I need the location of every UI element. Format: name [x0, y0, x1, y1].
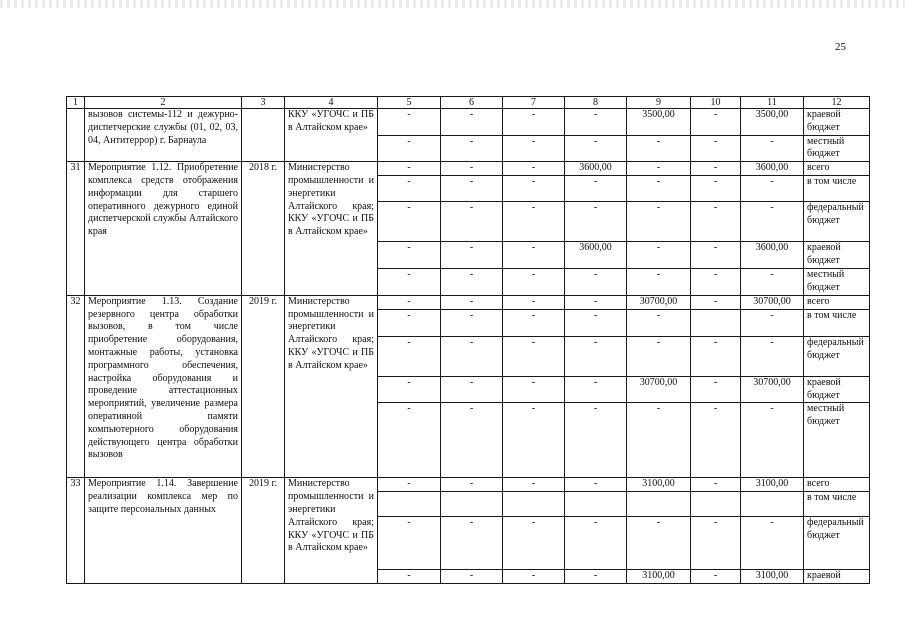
activity-year: 2019 г.: [242, 295, 285, 478]
funding-value: -: [441, 269, 503, 296]
funding-value: -: [565, 176, 627, 202]
funding-value: -: [441, 478, 503, 492]
funding-value: -: [741, 403, 804, 478]
funding-source: всего: [804, 295, 870, 309]
item-number: 33: [67, 478, 85, 584]
activity-description: Мероприятие 1.12. Приобретение комплекса средств отображения информации для старшего оперативного дежурного единой диспетчерской службы Алтайского края: [85, 162, 242, 296]
funding-value: -: [691, 269, 741, 296]
funding-value: [565, 492, 627, 517]
funding-value: -: [741, 176, 804, 202]
funding-source: в том числе: [804, 492, 870, 517]
funding-value: -: [565, 478, 627, 492]
funding-value: -: [691, 295, 741, 309]
funding-value: -: [378, 570, 441, 584]
item-number: [67, 109, 85, 162]
funding-value: -: [441, 570, 503, 584]
funding-value: -: [691, 478, 741, 492]
funding-value: -: [378, 295, 441, 309]
funding-source: местный бюджет: [804, 269, 870, 296]
funding-value: -: [503, 109, 565, 136]
funding-value: -: [378, 176, 441, 202]
funding-value: -: [503, 570, 565, 584]
page-number: 25: [835, 41, 846, 53]
funding-value: -: [503, 176, 565, 202]
funding-value: -: [565, 109, 627, 136]
funding-source: федеральный бюджет: [804, 202, 870, 242]
column-number-row: [67, 97, 870, 109]
funding-source: местный бюджет: [804, 135, 870, 162]
funding-value: -: [691, 376, 741, 403]
funding-value: -: [691, 162, 741, 176]
funding-value: 3600,00: [565, 162, 627, 176]
funding-value: -: [378, 269, 441, 296]
funding-value: -: [565, 295, 627, 309]
funding-value: -: [741, 135, 804, 162]
funding-value: -: [378, 242, 441, 269]
funding-value: -: [378, 309, 441, 336]
funding-value: 30700,00: [627, 376, 691, 403]
activity-description: Мероприятие 1.14. Завершение реализации комплекса мер по защите персональных данных: [85, 478, 242, 584]
funding-value: -: [441, 135, 503, 162]
funding-value: -: [691, 517, 741, 570]
program-activities-table: [66, 96, 870, 584]
funding-value: -: [378, 162, 441, 176]
funding-value: -: [691, 202, 741, 242]
item-number: 32: [67, 295, 85, 478]
funding-value: -: [503, 403, 565, 478]
funding-source: федеральный бюджет: [804, 336, 870, 376]
funding-value: [378, 492, 441, 517]
funding-value: -: [691, 242, 741, 269]
funding-value: -: [441, 162, 503, 176]
activity-year: 2019 г.: [242, 478, 285, 584]
funding-value: -: [741, 202, 804, 242]
funding-value: 3500,00: [741, 109, 804, 136]
table-row: [67, 295, 870, 309]
funding-value: -: [503, 295, 565, 309]
item-number: 31: [67, 162, 85, 296]
funding-value: -: [627, 242, 691, 269]
column-number: 10: [691, 97, 741, 109]
activity-executor: Министерство промышленности и энергетики Алтайского края; ККУ «УГОЧС и ПБ в Алтайском крае»: [285, 478, 378, 584]
table-row: [67, 162, 870, 176]
funding-value: -: [627, 176, 691, 202]
funding-value: -: [565, 309, 627, 336]
funding-value: 3600,00: [741, 242, 804, 269]
column-number: 9: [627, 97, 691, 109]
funding-value: -: [441, 202, 503, 242]
funding-value: -: [441, 376, 503, 403]
funding-value: -: [741, 336, 804, 376]
funding-value: -: [565, 269, 627, 296]
funding-value: -: [741, 309, 804, 336]
funding-value: -: [503, 517, 565, 570]
column-number: 8: [565, 97, 627, 109]
funding-value: -: [565, 403, 627, 478]
funding-value: 3100,00: [627, 478, 691, 492]
funding-value: -: [691, 135, 741, 162]
funding-value: -: [691, 570, 741, 584]
funding-value: -: [627, 309, 691, 336]
funding-source: всего: [804, 162, 870, 176]
funding-value: -: [378, 109, 441, 136]
funding-source: в том числе: [804, 309, 870, 336]
funding-value: -: [378, 336, 441, 376]
funding-value: [691, 492, 741, 517]
funding-value: 3500,00: [627, 109, 691, 136]
funding-value: [441, 492, 503, 517]
table-row: [67, 109, 870, 136]
funding-value: 3600,00: [741, 162, 804, 176]
funding-value: 30700,00: [627, 295, 691, 309]
funding-value: -: [627, 135, 691, 162]
funding-value: -: [627, 162, 691, 176]
funding-value: -: [565, 336, 627, 376]
funding-value: -: [691, 403, 741, 478]
funding-source: краевой бюджет: [804, 109, 870, 136]
funding-value: -: [741, 269, 804, 296]
funding-value: -: [503, 135, 565, 162]
funding-value: -: [691, 109, 741, 136]
table-body: [67, 97, 870, 584]
column-number: 2: [85, 97, 242, 109]
table-row: [67, 478, 870, 492]
funding-value: -: [627, 336, 691, 376]
funding-value: -: [441, 295, 503, 309]
funding-value: -: [378, 376, 441, 403]
funding-value: -: [627, 202, 691, 242]
funding-source: краевой: [804, 570, 870, 584]
funding-value: -: [441, 109, 503, 136]
funding-value: -: [503, 478, 565, 492]
funding-source: краевой бюджет: [804, 376, 870, 403]
funding-value: -: [378, 202, 441, 242]
funding-source: в том числе: [804, 176, 870, 202]
funding-source: местный бюджет: [804, 403, 870, 478]
funding-value: -: [441, 336, 503, 376]
column-number: 12: [804, 97, 870, 109]
funding-value: -: [441, 242, 503, 269]
funding-value: -: [691, 176, 741, 202]
column-number: 11: [741, 97, 804, 109]
funding-value: 3100,00: [627, 570, 691, 584]
funding-value: -: [503, 336, 565, 376]
funding-value: -: [691, 336, 741, 376]
activity-executor: Министерство промышленности и энергетики Алтайского края; ККУ «УГОЧС и ПБ в Алтайском крае»: [285, 162, 378, 296]
funding-value: 3100,00: [741, 570, 804, 584]
column-number: 3: [242, 97, 285, 109]
activity-executor: ККУ «УГОЧС и ПБ в Алтайском крае»: [285, 109, 378, 162]
funding-value: -: [441, 309, 503, 336]
funding-value: -: [503, 376, 565, 403]
funding-value: -: [503, 269, 565, 296]
activity-executor: Министерство промышленности и энергетики Алтайского края; ККУ «УГОЧС и ПБ в Алтайском крае»: [285, 295, 378, 478]
column-number: 5: [378, 97, 441, 109]
column-number: 6: [441, 97, 503, 109]
column-number: 1: [67, 97, 85, 109]
funding-value: -: [503, 162, 565, 176]
funding-value: [503, 492, 565, 517]
funding-value: -: [565, 135, 627, 162]
scan-artifact: [0, 0, 905, 8]
funding-value: 3100,00: [741, 478, 804, 492]
funding-value: 30700,00: [741, 376, 804, 403]
funding-value: -: [627, 517, 691, 570]
funding-value: -: [503, 242, 565, 269]
funding-value: -: [627, 403, 691, 478]
funding-value: -: [503, 309, 565, 336]
funding-value: [691, 309, 741, 336]
funding-value: -: [378, 478, 441, 492]
funding-value: -: [378, 517, 441, 570]
column-number: 4: [285, 97, 378, 109]
funding-value: -: [565, 517, 627, 570]
funding-source: всего: [804, 478, 870, 492]
funding-value: -: [378, 135, 441, 162]
funding-source: федеральный бюджет: [804, 517, 870, 570]
funding-value: -: [441, 403, 503, 478]
funding-value: -: [627, 269, 691, 296]
funding-value: -: [565, 202, 627, 242]
funding-value: [741, 492, 804, 517]
activity-year: 2018 г.: [242, 162, 285, 296]
activity-year: [242, 109, 285, 162]
activity-description: Мероприятие 1.13. Создание резервного центра обработки вызовов, в том числе приобретение оборудования, монтажные работы, установка программного обеспечения, настройка оборудования и проведение аттестационных мероприятий, увеличение размера оперативной памяти компьютерного оборудования действующего центра обработки вызовов: [85, 295, 242, 478]
funding-value: 3600,00: [565, 242, 627, 269]
funding-value: [627, 492, 691, 517]
funding-value: -: [441, 176, 503, 202]
funding-value: -: [378, 403, 441, 478]
funding-value: -: [565, 570, 627, 584]
column-number: 7: [503, 97, 565, 109]
funding-value: -: [565, 376, 627, 403]
funding-value: -: [741, 517, 804, 570]
funding-value: 30700,00: [741, 295, 804, 309]
funding-value: -: [503, 202, 565, 242]
funding-source: краевой бюджет: [804, 242, 870, 269]
funding-value: -: [441, 517, 503, 570]
activity-description: вызовов системы-112 и дежурно-диспетчерские службы (01, 02, 03, 04, Антитеррор) г. Барнаула: [85, 109, 242, 162]
